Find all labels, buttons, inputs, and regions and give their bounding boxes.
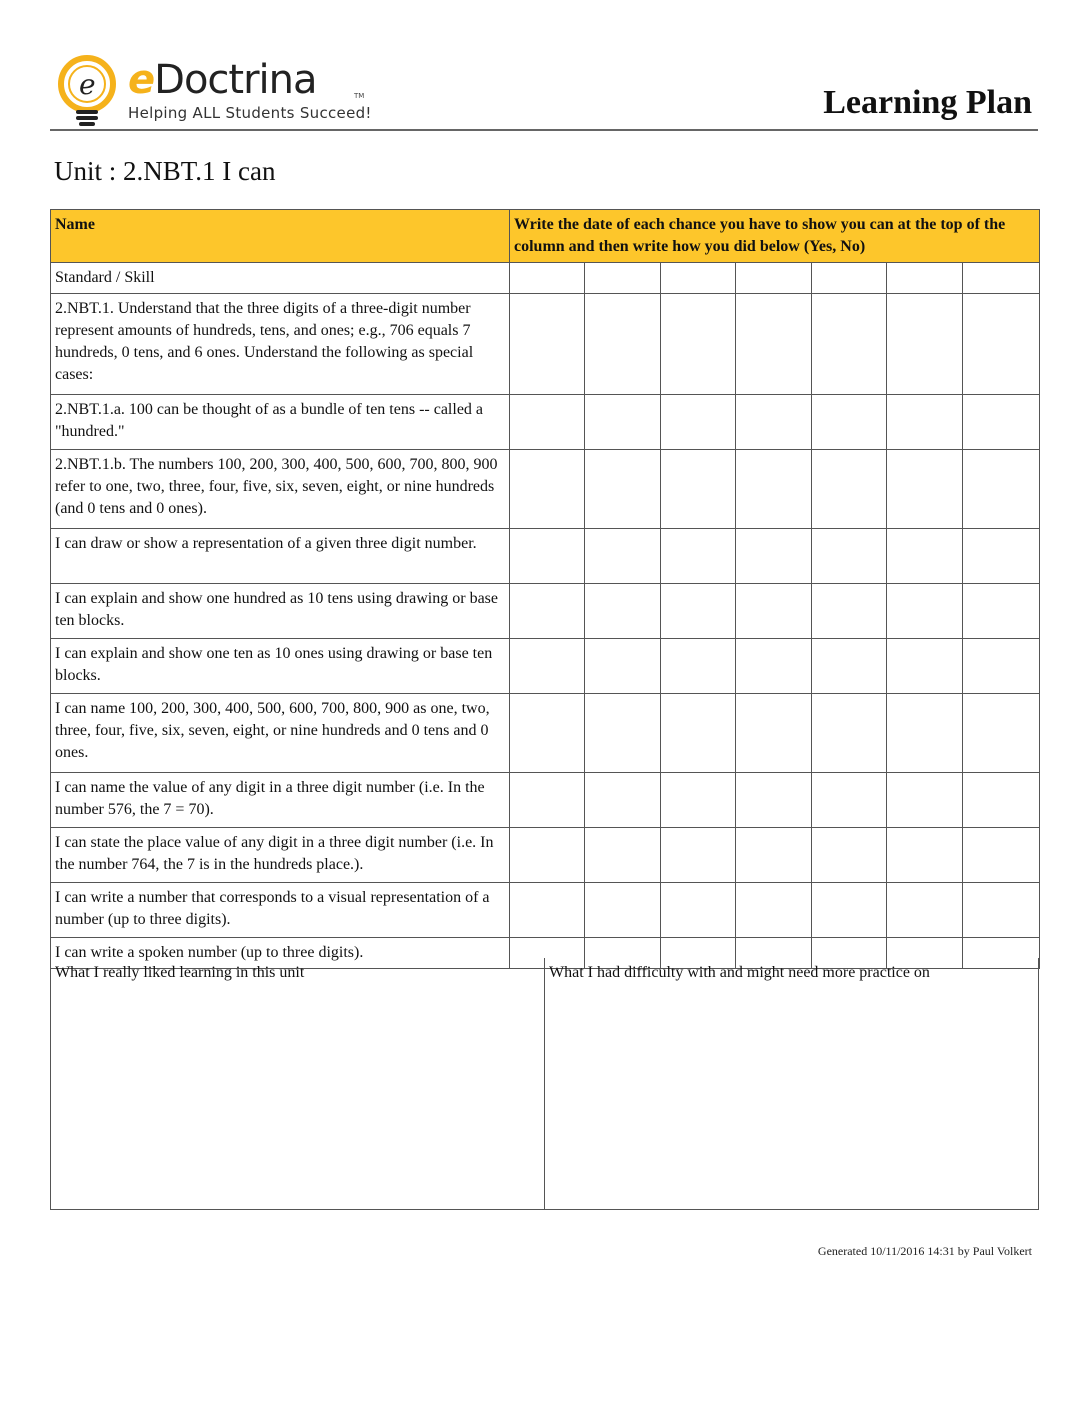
response-cell[interactable] [661, 694, 736, 773]
skill-description: 2.NBT.1.b. The numbers 100, 200, 300, 400, 500, 600, 700, 800, 900 refer to one, two, three, four, five, six, seven, eight, or nine hundreds (and 0 tens and 0 ones). [51, 450, 510, 529]
date-cell[interactable] [661, 263, 736, 294]
response-cell[interactable] [510, 883, 585, 938]
response-cell[interactable] [510, 294, 585, 395]
response-cell[interactable] [661, 883, 736, 938]
skill-description: I can write a number that corresponds to a visual representation of a number (up to three digits). [51, 883, 510, 938]
trademark-mark: TM [354, 92, 365, 100]
skill-description: I can name the value of any digit in a three digit number (i.e. In the number 576, the 7 = 70). [51, 773, 510, 828]
response-cell[interactable] [963, 883, 1040, 938]
response-cell[interactable] [661, 639, 736, 694]
skill-row [51, 395, 1040, 450]
response-cell[interactable] [585, 450, 661, 529]
response-cell[interactable] [736, 694, 812, 773]
response-cell[interactable] [812, 529, 887, 584]
response-cell[interactable] [887, 883, 963, 938]
skill-description: 2.NBT.1. Understand that the three digits of a three-digit number represent amounts of hundreds, tens, and ones; e.g., 706 equals 7 hundreds, 0 tens, and 6 ones. Understand the following as special cases: [51, 294, 510, 395]
response-cell[interactable] [736, 450, 812, 529]
response-cell[interactable] [812, 773, 887, 828]
response-cell[interactable] [510, 529, 585, 584]
response-cell[interactable] [812, 694, 887, 773]
response-cell[interactable] [736, 395, 812, 450]
brand-rest: Doctrina [154, 57, 317, 103]
date-cell[interactable] [963, 263, 1040, 294]
response-cell[interactable] [963, 529, 1040, 584]
lightbulb-icon [54, 54, 124, 128]
standard-skill-label: Standard / Skill [51, 263, 510, 294]
response-cell[interactable] [812, 584, 887, 639]
response-cell[interactable] [963, 694, 1040, 773]
response-cell[interactable] [887, 828, 963, 883]
skill-row [51, 584, 1040, 639]
response-cell[interactable] [585, 828, 661, 883]
response-cell[interactable] [510, 773, 585, 828]
response-cell[interactable] [736, 584, 812, 639]
skill-description: I can name 100, 200, 300, 400, 500, 600, 700, 800, 900 as one, two, three, four, five, six, seven, eight, or nine hundreds and 0 tens and 0 ones. [51, 694, 510, 773]
response-cell[interactable] [887, 584, 963, 639]
response-cell[interactable] [585, 883, 661, 938]
brand-text [128, 58, 372, 122]
skill-row [51, 694, 1040, 773]
response-cell[interactable] [812, 883, 887, 938]
skill-description: I can write a spoken number (up to three digits). [51, 938, 510, 969]
response-cell[interactable] [661, 584, 736, 639]
standard-label-row [51, 263, 1040, 294]
name-header: Name [51, 210, 510, 263]
brand-tagline: Helping ALL Students Succeed! [128, 104, 372, 122]
response-cell[interactable] [963, 828, 1040, 883]
response-cell[interactable] [812, 450, 887, 529]
response-cell[interactable] [585, 529, 661, 584]
response-cell[interactable] [661, 395, 736, 450]
response-cell[interactable] [887, 639, 963, 694]
generated-footer: Generated 10/11/2016 14:31 by Paul Volkert [817, 1244, 1032, 1258]
response-cell[interactable] [585, 395, 661, 450]
response-cell[interactable] [585, 694, 661, 773]
skill-description: I can explain and show one ten as 10 ones using drawing or base ten blocks. [51, 639, 510, 694]
reflection-section [50, 958, 1039, 1210]
response-cell[interactable] [812, 294, 887, 395]
brand-name [128, 58, 372, 102]
response-cell[interactable] [736, 773, 812, 828]
skill-row [51, 529, 1040, 584]
response-cell[interactable] [510, 828, 585, 883]
response-cell[interactable] [510, 395, 585, 450]
skill-row [51, 828, 1040, 883]
response-cell[interactable] [736, 828, 812, 883]
response-cell[interactable] [510, 694, 585, 773]
response-cell[interactable] [736, 294, 812, 395]
header-divider [50, 129, 1038, 131]
difficulty-label: What I had difficulty with and might need more practice on [549, 964, 930, 981]
brand-prefix: e [128, 57, 155, 103]
response-cell[interactable] [661, 828, 736, 883]
response-cell[interactable] [585, 639, 661, 694]
response-cell[interactable] [963, 639, 1040, 694]
skill-description: I can state the place value of any digit in a three digit number (i.e. In the number 764, the 7 is in the hundreds place.). [51, 828, 510, 883]
skill-row [51, 773, 1040, 828]
date-cell[interactable] [736, 263, 812, 294]
response-cell[interactable] [661, 773, 736, 828]
skill-description: I can explain and show one hundred as 10 tens using drawing or base ten blocks. [51, 584, 510, 639]
response-cell[interactable] [887, 395, 963, 450]
response-cell[interactable] [963, 450, 1040, 529]
response-cell[interactable] [963, 584, 1040, 639]
difficulty-box[interactable] [545, 958, 1038, 1209]
response-cell[interactable] [812, 639, 887, 694]
response-cell[interactable] [585, 584, 661, 639]
response-cell[interactable] [887, 773, 963, 828]
response-cell[interactable] [887, 529, 963, 584]
response-cell[interactable] [585, 294, 661, 395]
response-cell[interactable] [963, 395, 1040, 450]
response-cell[interactable] [661, 294, 736, 395]
response-cell[interactable] [963, 773, 1040, 828]
date-cell[interactable] [510, 263, 585, 294]
skill-row [51, 883, 1040, 938]
date-cell[interactable] [585, 263, 661, 294]
response-cell[interactable] [812, 828, 887, 883]
learning-plan-table [50, 209, 1040, 969]
unit-title: Unit : 2.NBT.1 I can [54, 156, 276, 186]
skill-description: 2.NBT.1.a. 100 can be thought of as a bundle of ten tens -- called a "hundred." [51, 395, 510, 450]
date-cell[interactable] [812, 263, 887, 294]
table-header-row [51, 210, 1040, 263]
response-cell[interactable] [510, 450, 585, 529]
skill-description: I can draw or show a representation of a given three digit number. [51, 529, 510, 584]
response-cell[interactable] [585, 773, 661, 828]
document-title: Learning Plan [823, 84, 1032, 121]
response-cell[interactable] [736, 883, 812, 938]
liked-learning-box[interactable] [51, 958, 545, 1209]
instructions-header: Write the date of each chance you have to show you can at the top of the column and then write how you did below (Yes, No) [510, 210, 1040, 263]
response-cell[interactable] [661, 450, 736, 529]
skill-row [51, 294, 1040, 395]
response-cell[interactable] [812, 395, 887, 450]
date-cell[interactable] [887, 263, 963, 294]
response-cell[interactable] [736, 529, 812, 584]
response-cell[interactable] [887, 450, 963, 529]
page-header [50, 50, 1038, 130]
edoctrina-logo [54, 54, 374, 128]
response-cell[interactable] [887, 694, 963, 773]
svg-text:e: e [79, 68, 96, 101]
skill-row [51, 450, 1040, 529]
liked-learning-label: What I really liked learning in this unit [55, 964, 305, 981]
response-cell[interactable] [736, 639, 812, 694]
skill-row [51, 639, 1040, 694]
response-cell[interactable] [963, 294, 1040, 395]
response-cell[interactable] [510, 639, 585, 694]
response-cell[interactable] [661, 529, 736, 584]
response-cell[interactable] [510, 584, 585, 639]
response-cell[interactable] [887, 294, 963, 395]
